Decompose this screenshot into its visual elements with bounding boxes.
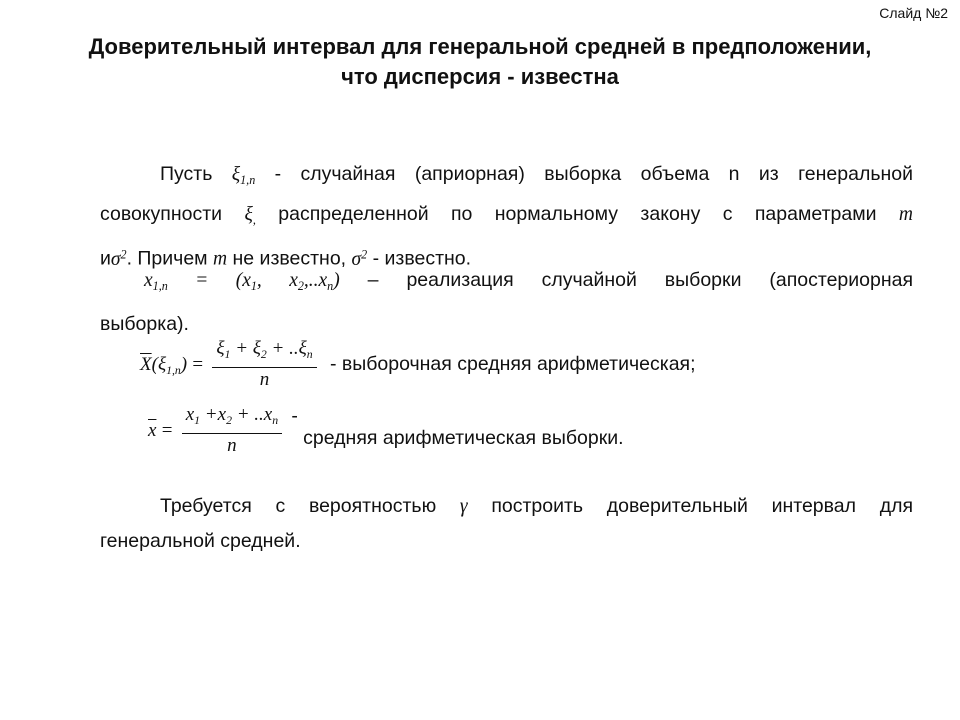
realization-formula: $x_{1,n} = (x_1$, $x_2,..x_n$) (144, 270, 340, 294)
fraction-numerator: $\xi_1 + \xi_2 + ..\xi_n$ (212, 338, 316, 368)
formula-sample-mean (140, 338, 696, 392)
formula2-dash: - (291, 405, 298, 428)
fraction-denominator: n (259, 369, 270, 391)
sample-mean-fraction (212, 338, 316, 392)
p1-text-unknown: не известно, (232, 248, 347, 271)
formula-arithmetic-mean (148, 404, 624, 458)
paragraph-task (100, 489, 913, 558)
p3-text-build-interval: построить доверительный интервал для (491, 495, 914, 517)
sample-mean-symbol: $\overline{X}(\xi_{1,n})$ (140, 354, 188, 378)
p2-text-realization: реализация случайной выборки (апостериорная (406, 269, 914, 291)
p3-text-general-mean: генеральной средней. (100, 530, 301, 552)
p2-text-sample: выборка). (100, 313, 189, 336)
p1-text-moreover: . Причем (126, 248, 208, 271)
p1-text-population: совокупности (100, 203, 223, 226)
p1-text-sample: - случайная (априорная) выборка объема n из генеральной (274, 163, 913, 185)
p1-line-1 (100, 157, 913, 197)
p1-text-known: - известно. (372, 248, 472, 271)
m-unknown-symbol: m (213, 249, 228, 271)
equals-sign: = (161, 420, 173, 442)
formula2-description: средняя арифметическая выборки. (303, 427, 624, 450)
p1-text-distribution: распределенной по нормальному закону с параметрами (278, 203, 877, 226)
fraction-denominator: n (227, 435, 237, 457)
sigma-squared-known-symbol: $\sigma^2$ (351, 247, 368, 271)
x-bar-symbol: $\overline{x}$ (148, 420, 157, 442)
p2-dash: – (367, 269, 379, 291)
m-parameter: m (898, 204, 913, 226)
equals-sign: = (192, 354, 204, 376)
xi-sample-symbol: $\xi_{1,n}$ (231, 164, 256, 188)
p2-line-1 (100, 263, 913, 303)
p1-text-and: и (100, 248, 111, 271)
p3-line-1 (100, 489, 913, 524)
title-line-2: что дисперсия - известна (341, 64, 619, 89)
sigma-squared-symbol: $\sigma^2$ (110, 247, 127, 271)
paragraph-realization (100, 263, 913, 341)
p3-line-2 (100, 524, 913, 558)
slide-number: Слайд №2 (879, 5, 948, 21)
paragraph-sample-definition (100, 157, 913, 277)
p3-text-probability: Требуется с вероятностью (160, 495, 437, 517)
arithmetic-mean-fraction (182, 404, 282, 458)
gamma-symbol: γ (459, 496, 468, 517)
fraction-numerator: $x_1 +x_2 + ..x_n$ (182, 404, 282, 434)
p1-text-let: Пусть (160, 163, 213, 185)
formula1-description: - выборочная средняя арифметическая; (329, 353, 696, 376)
p2-line-2 (100, 307, 913, 341)
slide-title (0, 32, 960, 92)
xi-population-symbol: $\xi_,$ (244, 204, 256, 228)
p1-line-2 (100, 197, 913, 237)
title-line-1: Доверительный интервал для генеральной средней в предположении, (88, 34, 872, 59)
